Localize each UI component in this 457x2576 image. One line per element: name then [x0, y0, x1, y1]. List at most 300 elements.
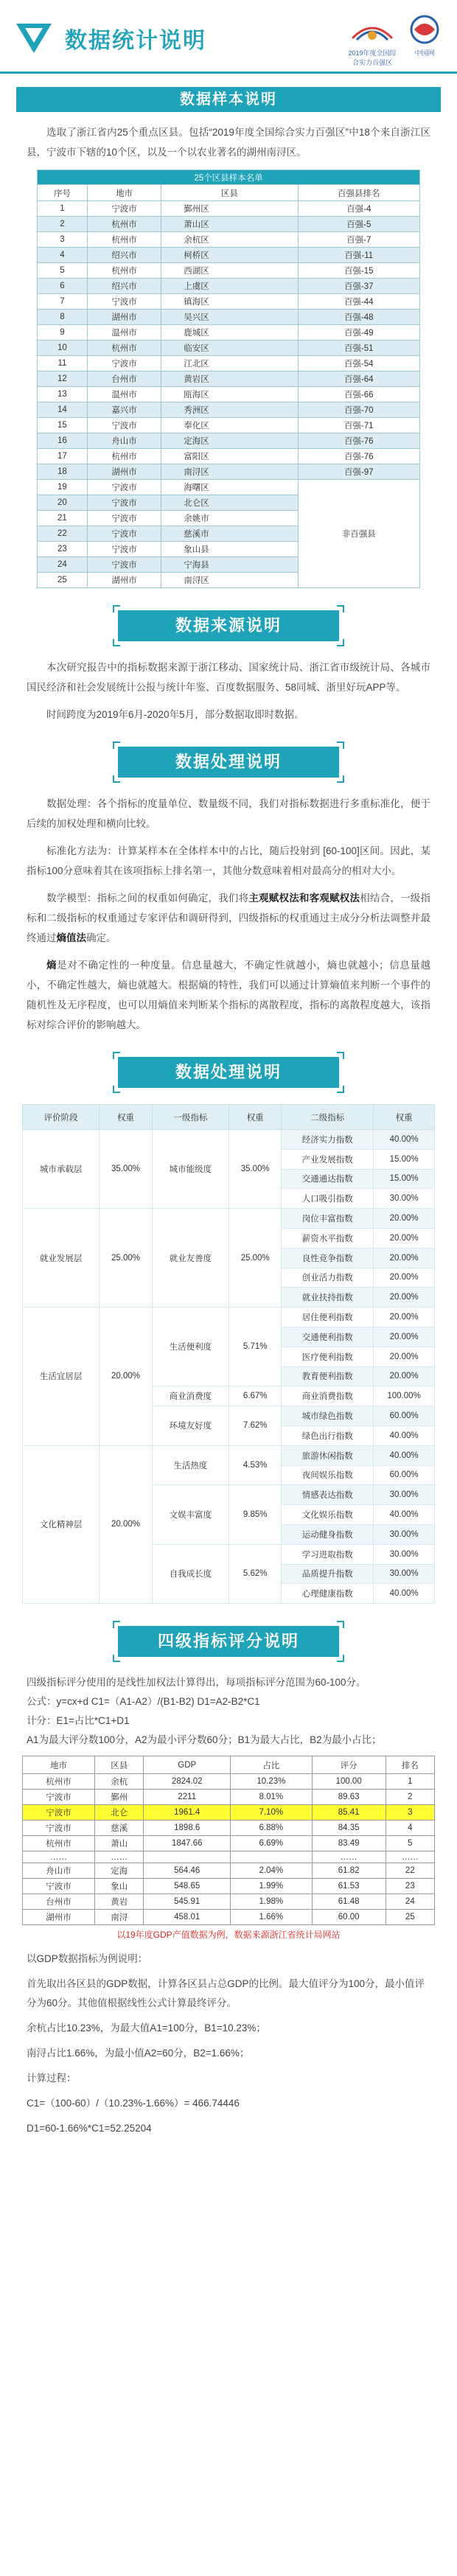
- level2-weight: 20.00%: [374, 1248, 435, 1268]
- gdp-cell: 宁波市: [23, 1879, 95, 1894]
- level2-weight: 20.00%: [374, 1228, 435, 1248]
- gdp-cell: 宁波市: [23, 1821, 95, 1836]
- row-index: 25: [38, 573, 88, 588]
- gdp-cell: 25: [386, 1910, 434, 1925]
- table-row: [38, 387, 420, 402]
- gdp-cell: 象山: [95, 1879, 144, 1894]
- table-row: [23, 1805, 435, 1821]
- row-city: 杭州市: [87, 232, 161, 248]
- level2-weight: 20.00%: [374, 1209, 435, 1229]
- row-rank: 百强-7: [298, 232, 419, 248]
- gdp-cell: 564.46: [144, 1863, 231, 1879]
- row-index: 4: [38, 248, 88, 263]
- scoring-calc: 计分：E1=占比*C1+D1: [27, 1715, 130, 1727]
- level2-weight: 30.00%: [374, 1544, 435, 1564]
- level2-name: 居住便利指数: [282, 1308, 374, 1327]
- top100-logo: [346, 16, 398, 66]
- row-rank: 百强-71: [298, 418, 419, 433]
- table-row: [38, 279, 420, 294]
- gdp-cell: 22: [386, 1863, 434, 1879]
- row-district: 南浔区: [161, 573, 298, 588]
- source-paragraph-1: 本次研究报告中的指标数据来源于浙江移动、国家统计局、浙江省市级统计局、各城市国民经济和社会发展统计公报与统计年鉴、百度数据服务、58同城、浙里好玩APP等。: [27, 662, 430, 693]
- row-index: 11: [38, 356, 88, 371]
- row-city: 杭州市: [87, 341, 161, 356]
- row-district: 吴兴区: [161, 310, 298, 325]
- row-index: 12: [38, 371, 88, 387]
- level2-name: 产业发展指数: [282, 1149, 374, 1169]
- level2-name: 夜间娱乐指数: [282, 1465, 374, 1485]
- gdp-cell: 1.99%: [231, 1879, 313, 1894]
- row-rank: 百强-97: [298, 464, 419, 480]
- row-rank: 百强-44: [298, 294, 419, 310]
- sample-table-header: 百强县排名: [298, 185, 419, 201]
- table-row: [23, 1863, 435, 1879]
- example-title: 以GDP数据指标为例说明：: [27, 1953, 148, 1965]
- level2-weight: 20.00%: [374, 1268, 435, 1288]
- row-index: 24: [38, 557, 88, 573]
- level1-weight: 6.67%: [229, 1386, 282, 1406]
- level2-weight: 20.00%: [374, 1366, 435, 1386]
- row-district: 富阳区: [161, 449, 298, 464]
- page-title: 数据统计说明: [65, 29, 206, 53]
- processing-paragraph-1: 数据处理：各个指标的度量单位、数量级不同，我们对指标数据进行多重标准化，便于后续的加权处理和横向比较。: [27, 798, 430, 829]
- gdp-table-header: 排名: [386, 1756, 434, 1774]
- gdp-cell: ……: [386, 1851, 434, 1863]
- level2-name: 旅游休闲指数: [282, 1445, 374, 1465]
- sample-banner: 数据样本说明: [16, 87, 441, 112]
- stage-name: 城市承载层: [23, 1130, 100, 1209]
- row-district: 南浔区: [161, 464, 298, 480]
- level1-weight: 9.85%: [229, 1485, 282, 1544]
- table-row: [38, 325, 420, 341]
- level2-name: 交通便利指数: [282, 1327, 374, 1347]
- level2-name: 文化娱乐指数: [282, 1505, 374, 1525]
- example-min: 南浔占比1.66%，为最小值A2=60分，B2=1.66%；: [27, 2048, 250, 2059]
- row-index: 8: [38, 310, 88, 325]
- media-logo-text: 中国网: [414, 49, 435, 57]
- level2-weight: 30.00%: [374, 1189, 435, 1209]
- gdp-cell: 1.66%: [231, 1910, 313, 1925]
- weights-table: [22, 1104, 435, 1604]
- stage-weight: 20.00%: [100, 1445, 152, 1603]
- row-rank: 百强-66: [298, 387, 419, 402]
- row-index: 13: [38, 387, 88, 402]
- level1-name: 商业消费度: [152, 1386, 228, 1406]
- gdp-cell: ……: [95, 1851, 144, 1863]
- row-city: 宁波市: [87, 356, 161, 371]
- row-index: 5: [38, 263, 88, 279]
- row-city: 绍兴市: [87, 248, 161, 263]
- row-index: 14: [38, 402, 88, 418]
- level1-weight: 4.53%: [229, 1445, 282, 1485]
- source-banner-frame: [118, 610, 339, 641]
- gdp-cell: 61.53: [312, 1879, 386, 1894]
- level1-name: 就业友善度: [152, 1209, 228, 1308]
- example-d1: D1=60-1.66%*C1=52.25204: [27, 2123, 152, 2135]
- gdp-cell: 1898.6: [144, 1821, 231, 1836]
- sample-intro: 选取了浙江省内25个重点区县。包括“2019年度全国综合实力百强区”中18个来自浙江区县，宁波市下辖的10个区，以及一个以农业著名的湖州南浔区。: [27, 127, 430, 158]
- row-index: 18: [38, 464, 88, 480]
- table-row: [38, 310, 420, 325]
- level2-weight: 20.00%: [374, 1347, 435, 1366]
- stage-name: 生活宜居层: [23, 1308, 100, 1446]
- row-rank: 百强-11: [298, 248, 419, 263]
- sample-table-header: 序号: [38, 185, 88, 201]
- gdp-cell: 89.63: [312, 1790, 386, 1805]
- gdp-cell: [144, 1851, 231, 1863]
- row-index: 9: [38, 325, 88, 341]
- gdp-cell: 杭州市: [23, 1774, 95, 1790]
- level2-name: 城市绿色指数: [282, 1406, 374, 1426]
- table-row: [38, 341, 420, 356]
- gdp-cell: ……: [312, 1851, 386, 1863]
- row-index: 7: [38, 294, 88, 310]
- weights-table-header: 评价阶段: [23, 1105, 100, 1130]
- row-rank: 百强-51: [298, 341, 419, 356]
- gdp-cell: 1847.66: [144, 1836, 231, 1851]
- table-row: [23, 1209, 435, 1229]
- gdp-cell: 24: [386, 1894, 434, 1910]
- level2-name: 商业消费指数: [282, 1386, 374, 1406]
- gdp-cell: 台州市: [23, 1894, 95, 1910]
- row-city: 温州市: [87, 325, 161, 341]
- table-row: [23, 1308, 435, 1327]
- gdp-table-header: 评分: [312, 1756, 386, 1774]
- level2-name: 岗位丰富指数: [282, 1209, 374, 1229]
- weights-table-header: 权重: [374, 1105, 435, 1130]
- row-city: 宁波市: [87, 542, 161, 557]
- table-row: [38, 371, 420, 387]
- row-index: 19: [38, 480, 88, 495]
- table-row: [23, 1879, 435, 1894]
- row-district: 北仑区: [161, 495, 298, 511]
- gdp-cell: 5: [386, 1836, 434, 1851]
- gdp-cell: 1: [386, 1774, 434, 1790]
- weights-table-header: 权重: [229, 1105, 282, 1130]
- sample-table-header: 区县: [161, 185, 298, 201]
- gdp-cell: 83.49: [312, 1836, 386, 1851]
- row-rank: 百强-48: [298, 310, 419, 325]
- processing-section: [0, 747, 457, 1035]
- gdp-cell: 2211: [144, 1790, 231, 1805]
- level2-weight: 20.00%: [374, 1288, 435, 1308]
- source-banner: 数据来源说明: [118, 610, 339, 641]
- table-row: [38, 480, 420, 495]
- gdp-cell: 萧山: [95, 1836, 144, 1851]
- stage-weight: 20.00%: [100, 1308, 152, 1446]
- row-district: 镇海区: [161, 294, 298, 310]
- level2-weight: 40.00%: [374, 1425, 435, 1445]
- header: [0, 0, 457, 74]
- gdp-cell: 杭州市: [23, 1836, 95, 1851]
- row-index: 22: [38, 526, 88, 542]
- row-rank: 百强-5: [298, 217, 419, 232]
- example-process: 计算过程：: [27, 2073, 77, 2084]
- level2-name: 创业活力指数: [282, 1268, 374, 1288]
- row-district: 余姚市: [161, 511, 298, 526]
- example-max: 余杭占比10.23%，为最大值A1=100分，B1=10.23%；: [27, 2022, 266, 2034]
- gdp-cell: 61.48: [312, 1894, 386, 1910]
- processing-paragraph-2: 标准化方法为：计算某样本在全体样本中的占比，随后投射到 [60-100]区间。因此，某指标100分意味着其在该项指标上排名第一，其他分数意味着相对最高分的相对大小。: [27, 845, 430, 876]
- level2-weight: 100.00%: [374, 1386, 435, 1406]
- weights-table-header: 权重: [100, 1105, 152, 1130]
- weights-table-header: 一级指标: [152, 1105, 228, 1130]
- table-row: [38, 217, 420, 232]
- row-city: 杭州市: [87, 263, 161, 279]
- level1-name: 环境友好度: [152, 1406, 228, 1446]
- row-rank: 百强-15: [298, 263, 419, 279]
- gdp-cell: 1.98%: [231, 1894, 313, 1910]
- gdp-cell: 余杭: [95, 1774, 144, 1790]
- row-index: 6: [38, 279, 88, 294]
- level2-weight: 20.00%: [374, 1327, 435, 1347]
- row-city: 杭州市: [87, 449, 161, 464]
- media-logo: [404, 13, 445, 60]
- row-rank: 百强-49: [298, 325, 419, 341]
- gdp-cell: 8.01%: [231, 1790, 313, 1805]
- row-index: 17: [38, 449, 88, 464]
- gdp-cell: 85.41: [312, 1805, 386, 1821]
- triangle-logo-icon: [15, 18, 53, 56]
- gdp-cell: 458.01: [144, 1910, 231, 1925]
- stage-name: 就业发展层: [23, 1209, 100, 1308]
- scoring-banner: 四级指标评分说明: [118, 1626, 339, 1657]
- gdp-cell: 7.10%: [231, 1805, 313, 1821]
- sample-table: [37, 170, 420, 588]
- table-row: [23, 1790, 435, 1805]
- top100-emblem-icon: [346, 16, 398, 46]
- level2-weight: 40.00%: [374, 1130, 435, 1150]
- sample-section: [0, 87, 457, 588]
- row-district: 宁海县: [161, 557, 298, 573]
- row-district: 余杭区: [161, 232, 298, 248]
- table-row: [38, 356, 420, 371]
- level2-weight: 20.00%: [374, 1308, 435, 1327]
- processing-paragraph-4: 熵是对不确定性的一种度量。信息量越大，不确定性就越小，熵也就越小；信息量越小，不确定性越大，熵也就越大。根据熵的特性，我们可以通过计算熵值来判断一个事件的随机性及无序程度，也可以用熵值来判断某个指标的离散程度，指标的离散程度越大，该指标对综合评价的影响越大。: [27, 960, 431, 1030]
- row-city: 宁波市: [87, 294, 161, 310]
- source-section: [0, 610, 457, 725]
- row-district: 西湖区: [161, 263, 298, 279]
- table-row: [23, 1821, 435, 1836]
- gdp-cell: 2.04%: [231, 1863, 313, 1879]
- table-row: [23, 1851, 435, 1863]
- row-city: 湖州市: [87, 573, 161, 588]
- row-district: 定海区: [161, 433, 298, 449]
- row-index: 20: [38, 495, 88, 511]
- level2-weight: 40.00%: [374, 1445, 435, 1465]
- gdp-table-note: 以19年度GDP产值数据为例，数据来源浙江省统计局网站: [116, 1930, 341, 1941]
- weights-section: [0, 1057, 457, 1604]
- gdp-cell: 2824.02: [144, 1774, 231, 1790]
- level2-name: 医疗便利指数: [282, 1347, 374, 1366]
- level1-name: 自我成长度: [152, 1544, 228, 1603]
- example-c1: C1=（100-60）/（10.23%-1.66%）= 466.74446: [27, 2098, 240, 2109]
- gdp-cell: 慈溪: [95, 1821, 144, 1836]
- gdp-cell: 4: [386, 1821, 434, 1836]
- row-district: 奉化区: [161, 418, 298, 433]
- table-row: [23, 1894, 435, 1910]
- level2-name: 运动健身指数: [282, 1524, 374, 1544]
- level1-weight: 25.00%: [229, 1209, 282, 1308]
- gdp-cell: 宁波市: [23, 1790, 95, 1805]
- table-row: [38, 449, 420, 464]
- non-top100-cell: 非百强县: [298, 480, 419, 588]
- gdp-table-header: 地市: [23, 1756, 95, 1774]
- level2-weight: 40.00%: [374, 1505, 435, 1525]
- row-rank: 百强-76: [298, 449, 419, 464]
- row-district: 鹿城区: [161, 325, 298, 341]
- row-city: 嘉兴市: [87, 402, 161, 418]
- row-city: 宁波市: [87, 511, 161, 526]
- level2-weight: 30.00%: [374, 1564, 435, 1584]
- level2-weight: 15.00%: [374, 1149, 435, 1169]
- row-rank: 百强-4: [298, 201, 419, 217]
- gdp-cell: 定海: [95, 1863, 144, 1879]
- row-city: 宁波市: [87, 495, 161, 511]
- row-district: 临安区: [161, 341, 298, 356]
- gdp-cell: 湖州市: [23, 1910, 95, 1925]
- row-district: 慈溪市: [161, 526, 298, 542]
- processing-paragraph-3: 数学模型：指标之间的权重如何确定，我们将主观赋权法和客观赋权法相结合，一级指标和二级指标的权重通过专家评估和调研得到，四级指标的权重通过主成分分析法调整并最终通过熵值法确定。: [27, 893, 431, 943]
- row-city: 宁波市: [87, 480, 161, 495]
- level1-weight: 5.62%: [229, 1544, 282, 1603]
- level2-name: 良性竞争指数: [282, 1248, 374, 1268]
- gdp-cell: 黄岩: [95, 1894, 144, 1910]
- gdp-cell: 10.23%: [231, 1774, 313, 1790]
- table-row: [23, 1910, 435, 1925]
- level1-name: 生活便利度: [152, 1308, 228, 1386]
- row-city: 宁波市: [87, 526, 161, 542]
- row-index: 10: [38, 341, 88, 356]
- row-city: 温州市: [87, 387, 161, 402]
- level2-name: 品质提升指数: [282, 1564, 374, 1584]
- level2-name: 心理健康指数: [282, 1584, 374, 1604]
- gdp-cell: 北仑: [95, 1805, 144, 1821]
- row-index: 16: [38, 433, 88, 449]
- row-district: 上虞区: [161, 279, 298, 294]
- top100-logo-text: 2019年度全国综合实力百强区: [348, 49, 397, 66]
- gdp-cell: 舟山市: [23, 1863, 95, 1879]
- table-row: [38, 201, 420, 217]
- gdp-cell: 2: [386, 1790, 434, 1805]
- row-index: 3: [38, 232, 88, 248]
- stage-name: 文化精神层: [23, 1445, 100, 1603]
- row-city: 绍兴市: [87, 279, 161, 294]
- table-row: [23, 1836, 435, 1851]
- weights-banner: 数据处理说明: [118, 1057, 339, 1088]
- table-row: [23, 1445, 435, 1465]
- row-index: 1: [38, 201, 88, 217]
- scoring-definitions: A1为最大评分数100分，A2为最小评分数60分；B1为最大占比，B2为最小占比；: [27, 1734, 382, 1746]
- level2-weight: 30.00%: [374, 1524, 435, 1544]
- level2-name: 学习进取指数: [282, 1544, 374, 1564]
- scoring-formula: 公式：y=cx+d C1=（A1-A2）/(B1-B2) D1=A2-B2*C1: [27, 1696, 260, 1708]
- table-row: [38, 263, 420, 279]
- row-rank: 百强-70: [298, 402, 419, 418]
- stage-weight: 35.00%: [100, 1130, 152, 1209]
- row-city: 宁波市: [87, 557, 161, 573]
- level2-weight: 60.00%: [374, 1406, 435, 1426]
- level1-name: 文娱丰富度: [152, 1485, 228, 1544]
- level2-weight: 40.00%: [374, 1584, 435, 1604]
- level1-name: 生活热度: [152, 1445, 228, 1485]
- level2-name: 经济实力指数: [282, 1130, 374, 1150]
- sample-table-header: 地市: [87, 185, 161, 201]
- level1-weight: 5.71%: [229, 1308, 282, 1386]
- table-row: [23, 1130, 435, 1150]
- gdp-cell: 84.35: [312, 1821, 386, 1836]
- row-index: 23: [38, 542, 88, 557]
- row-district: 江北区: [161, 356, 298, 371]
- table-row: [38, 232, 420, 248]
- row-rank: 百强-37: [298, 279, 419, 294]
- table-row: [23, 1774, 435, 1790]
- level2-name: 薪资水平指数: [282, 1228, 374, 1248]
- stage-weight: 25.00%: [100, 1209, 152, 1308]
- source-paragraph-2: 时间跨度为2019年6月-2020年5月，部分数据取即时数据。: [46, 709, 304, 720]
- table-row: [38, 248, 420, 263]
- row-district: 萧山区: [161, 217, 298, 232]
- table-row: [38, 402, 420, 418]
- gdp-cell: 3: [386, 1805, 434, 1821]
- media-emblem-icon: [404, 13, 445, 46]
- row-city: 台州市: [87, 371, 161, 387]
- row-district: 象山县: [161, 542, 298, 557]
- row-rank: 百强-64: [298, 371, 419, 387]
- level1-weight: 7.62%: [229, 1406, 282, 1446]
- row-index: 2: [38, 217, 88, 232]
- level1-name: 城市能级度: [152, 1130, 228, 1209]
- gdp-cell: 60.00: [312, 1910, 386, 1925]
- level2-weight: 60.00%: [374, 1465, 435, 1485]
- gdp-score-table: [22, 1756, 435, 1925]
- processing-banner: 数据处理说明: [118, 747, 339, 778]
- table-row: [38, 294, 420, 310]
- table-row: [38, 433, 420, 449]
- row-district: 鄞州区: [161, 201, 298, 217]
- scoring-line-1: 四级指标评分使用的是线性加权法计算得出，每项指标评分范围为60-100分。: [27, 1677, 366, 1689]
- row-district: 海曙区: [161, 480, 298, 495]
- gdp-cell: 6.69%: [231, 1836, 313, 1851]
- gdp-cell: 61.82: [312, 1863, 386, 1879]
- gdp-cell: 548.65: [144, 1879, 231, 1894]
- row-district: 秀洲区: [161, 402, 298, 418]
- row-rank: 百强-76: [298, 433, 419, 449]
- gdp-table-header: GDP: [144, 1756, 231, 1774]
- row-city: 湖州市: [87, 464, 161, 480]
- gdp-cell: 南浔: [95, 1910, 144, 1925]
- gdp-cell: 545.91: [144, 1894, 231, 1910]
- row-district: 黄岩区: [161, 371, 298, 387]
- row-district: 柯桥区: [161, 248, 298, 263]
- sample-table-caption: 25个区县样本名单: [38, 170, 420, 185]
- row-city: 宁波市: [87, 418, 161, 433]
- row-city: 舟山市: [87, 433, 161, 449]
- gdp-table-header: 区县: [95, 1756, 144, 1774]
- row-district: 瓯海区: [161, 387, 298, 402]
- gdp-cell: 宁波市: [23, 1805, 95, 1821]
- row-index: 21: [38, 511, 88, 526]
- gdp-cell: 1961.4: [144, 1805, 231, 1821]
- row-city: 杭州市: [87, 217, 161, 232]
- level2-name: 交通通达指数: [282, 1169, 374, 1189]
- gdp-cell: ……: [23, 1851, 95, 1863]
- scoring-banner-frame: [118, 1626, 339, 1657]
- level2-weight: 30.00%: [374, 1485, 435, 1505]
- gdp-cell: 100.00: [312, 1774, 386, 1790]
- gdp-cell: 23: [386, 1879, 434, 1894]
- level2-name: 教育便利指数: [282, 1366, 374, 1386]
